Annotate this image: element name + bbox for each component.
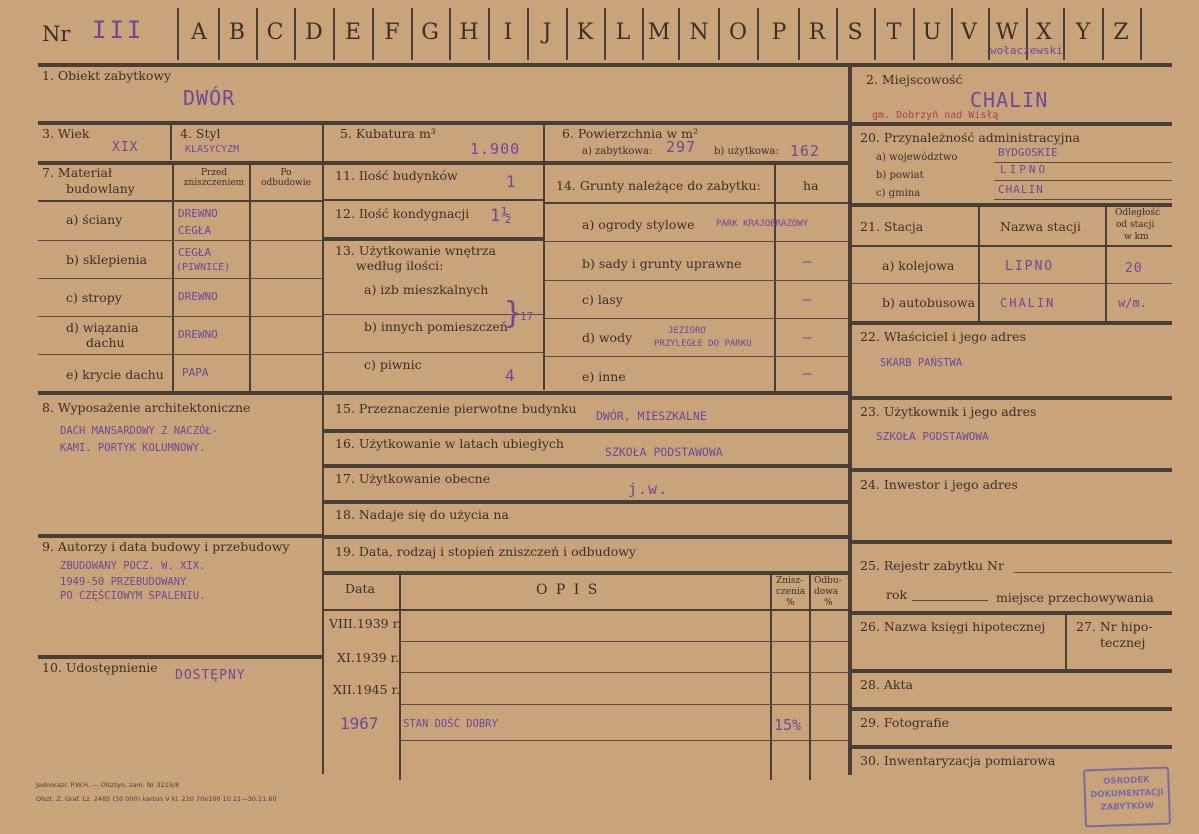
rule-30-top	[852, 745, 1172, 749]
f21-rule-a	[852, 283, 1172, 284]
f20-a-value: BYDGOSKIE	[998, 146, 1058, 159]
f14-rule-b	[545, 280, 848, 281]
f7-div2	[249, 163, 251, 391]
rule-11-12	[324, 199, 543, 201]
archive-stamp	[1083, 767, 1171, 828]
f13-b: b) innych pomieszczeń	[364, 319, 508, 334]
f7-label2: budowlany	[66, 181, 135, 196]
f8-line1: DACH MANSARDOWY Z NACZÓŁ-	[60, 425, 219, 437]
f1-label: 1. Obiekt zabytkowy	[42, 68, 172, 83]
f7-d-label2: dachu	[86, 335, 125, 350]
index-letter-k: K	[576, 20, 594, 45]
f19-div-opis	[770, 573, 772, 780]
rule-26-top	[852, 611, 1172, 615]
f16-value: SZKOŁA PODSTAWOWA	[605, 445, 723, 459]
rule-15-top	[324, 391, 848, 395]
f14-b-ha: —	[803, 254, 813, 270]
f23-label: 23. Użytkownik i jego adres	[860, 404, 1037, 419]
index-letter-i: I	[503, 20, 513, 45]
f20-a-label: a) województwo	[876, 152, 958, 163]
f25-rok: rok	[886, 587, 908, 602]
index-letter-x: X	[1036, 20, 1052, 45]
f25-rok-line	[912, 600, 988, 601]
index-letter-f: F	[384, 20, 400, 45]
f19-rule-4	[399, 740, 848, 741]
index-letter-v: V	[961, 20, 977, 45]
f14-b-label: b) sady i grunty uprawne	[582, 256, 742, 271]
f21-b-name: CHALIN	[1000, 296, 1056, 310]
f14-d-ha: —	[803, 330, 813, 346]
f20-c-line	[994, 199, 1172, 200]
f19-row2-date: XI.1939 r.	[337, 650, 400, 665]
index-letter-l: L	[615, 20, 631, 45]
f27-label2: tecznej	[1100, 635, 1146, 650]
index-divider	[757, 8, 759, 60]
index-letter-m: M	[647, 20, 671, 45]
rule-f10-top	[38, 655, 322, 659]
f2-value: CHALIN	[970, 88, 1049, 112]
f14-label: 14. Grunty należące do zabytku:	[556, 178, 761, 193]
rule-r1	[852, 122, 1172, 126]
f6-b-value: 162	[790, 142, 821, 160]
rule-28-top	[852, 669, 1172, 673]
f19-col-o1: Odbu-	[814, 576, 842, 586]
index-letter-c: C	[266, 20, 284, 45]
f7-b-v1: CEGŁA	[178, 246, 212, 259]
f20-b-line	[994, 180, 1172, 181]
index-letter-g: G	[421, 20, 439, 45]
f26-27-div	[1065, 613, 1067, 669]
f19-head-bottom	[324, 609, 848, 611]
f7-rule-b	[38, 278, 322, 279]
f8-label: 8. Wyposażenie architektoniczne	[42, 400, 251, 415]
f13-brace: }	[504, 296, 523, 331]
f3-value: XIX	[112, 140, 139, 155]
f20-b-value: LIPNO	[1000, 163, 1049, 176]
f19-col-o2: dowa	[814, 587, 839, 597]
f11-value: 1	[506, 172, 517, 191]
f19-col-o3: %	[824, 598, 833, 608]
f16-label: 16. Użytkowanie w latach ubiegłych	[335, 436, 564, 451]
f7-rule-d	[38, 354, 322, 355]
f6-label: 6. Powierzchnia w m²	[562, 126, 699, 141]
f29-label: 29. Fotografie	[860, 715, 950, 730]
f20-b-label: b) powiat	[876, 170, 924, 181]
f23-value: SZKOŁA PODSTAWOWA	[876, 430, 989, 443]
f7-b-v2: (PIWNICE)	[176, 262, 231, 273]
f7-e-label: e) krycie dachu	[66, 367, 164, 382]
f14-unit: ha	[803, 178, 819, 193]
f1-value: DWÓR	[183, 86, 236, 110]
f20-c-value: CHALIN	[998, 183, 1044, 196]
rule-row1	[38, 121, 848, 125]
f13-label2: według ilości:	[356, 258, 444, 273]
f14-e-label: e) inne	[582, 369, 626, 384]
index-letter-s: S	[847, 20, 863, 45]
index-letter-d: D	[305, 20, 323, 45]
f2-label: 2. Miejscowość	[866, 72, 963, 87]
rule-18-top	[324, 500, 848, 504]
f19-row4-z: 15%	[774, 716, 802, 734]
f20-label: 20. Przynależność administracyjna	[860, 130, 1080, 145]
f7-col2: Po odbudowie	[261, 168, 311, 189]
rule-13b	[324, 352, 543, 353]
f19-col-date: Data	[345, 581, 375, 596]
rule-12-13	[324, 237, 543, 241]
f7-b-label: b) sklepienia	[66, 252, 148, 267]
f13-c-value: 4	[505, 366, 516, 385]
f14-rule-a	[545, 241, 848, 242]
rule-21-top	[852, 203, 1172, 207]
f21-label: 21. Stacja	[860, 219, 924, 234]
f19-row1-date: VIII.1939 r.	[329, 616, 402, 631]
rule-24-top	[852, 468, 1172, 472]
f7-e-v1: PAPA	[182, 366, 209, 379]
f10-label: 10. Udostępnienie	[42, 660, 158, 675]
footer-line2: Olszt. Z. Graf. Lz. 2485 (30 000) karton V kl. 220 70x100 10.11—30.11.60	[36, 795, 277, 803]
f14-a-label: a) ogrody stylowe	[582, 217, 695, 232]
f7-d-label1: d) wiązania	[66, 320, 139, 335]
f11-label: 11. Ilość budynków	[335, 168, 458, 183]
nr-label: Nr	[42, 22, 71, 46]
f25-miejsce: miejsce przechowywania	[996, 590, 1154, 605]
index-letter-o: O	[728, 20, 748, 45]
f14-d-value1: JEZIORO	[668, 326, 706, 336]
f17-label: 17. Użytkowanie obecne	[335, 471, 491, 486]
rule-29-top	[852, 707, 1172, 711]
f5-value: 1.900	[470, 140, 521, 158]
index-letter-n: N	[689, 20, 709, 45]
f14-e-ha: —	[803, 366, 813, 382]
f18-label: 18. Nadaje się do użycia na	[335, 507, 509, 522]
index-letter-t: T	[886, 20, 902, 45]
f22-label: 22. Właściciel i jego adres	[860, 329, 1026, 344]
f21-div1	[978, 205, 980, 321]
header-divider	[177, 8, 179, 60]
index-divider	[1140, 8, 1142, 60]
index-letter-e: E	[344, 20, 362, 45]
rule-22-top	[852, 321, 1172, 325]
f6-b-label: b) użytkowa:	[714, 146, 779, 157]
f13-c: c) piwnic	[364, 357, 422, 372]
rule-17-top	[324, 464, 848, 468]
f24-label: 24. Inwestor i jego adres	[860, 477, 1018, 492]
f25-nr-line	[1014, 572, 1172, 573]
stamp-line1: OŚRODEK	[1102, 775, 1150, 787]
f7-a-label: a) ściany	[66, 212, 123, 227]
f19-div-z	[809, 573, 811, 780]
f9-line3: PO CZĘŚCIOWYM SPALENIU.	[60, 590, 206, 602]
nr-value: III	[92, 16, 145, 44]
f7-c-label: c) stropy	[66, 290, 122, 305]
f22-value: SKARB PAŃSTWA	[880, 357, 963, 369]
f19-rule-3	[399, 704, 848, 705]
f7-div1	[172, 163, 174, 391]
index-letter-j: J	[542, 20, 552, 45]
f14-rule-h	[545, 202, 848, 204]
index-letter-u: U	[922, 20, 942, 45]
f7-col1: Przed zniszczeniem	[183, 168, 245, 189]
f13-a: a) izb mieszkalnych	[364, 282, 489, 297]
f7-a-v2: CEGŁA	[178, 224, 212, 237]
f19-row4-opis: STAN DOŚĆ DOBRY	[403, 718, 498, 730]
f7-rule-a	[38, 240, 322, 241]
f25-label: 25. Rejestr zabytku Nr	[860, 558, 1004, 573]
handwritten-header-note: wołaczewski	[990, 44, 1063, 57]
f21-col-d3: w km	[1124, 232, 1149, 242]
index-letter-h: H	[459, 20, 479, 45]
f4-value: KLASYCYZM	[185, 144, 240, 155]
header-rule	[38, 63, 1172, 67]
f13-label1: 13. Użytkowanie wnętrza	[335, 243, 496, 258]
rule-row2	[38, 161, 848, 165]
stamp-line3: ZABYTKÓW	[1100, 801, 1155, 813]
f6-a-label: a) zabytkowa:	[582, 146, 653, 157]
f5-label: 5. Kubatura m³	[340, 126, 436, 141]
rule-23-top	[852, 396, 1172, 400]
f9-line2: 1949-50 PRZEBUDOWANY	[60, 576, 187, 588]
rule-25-top	[852, 540, 1172, 544]
index-letter-r: R	[808, 20, 826, 45]
f21-col-name: Nazwa stacji	[1000, 219, 1081, 234]
f20-c-label: c) gmina	[876, 188, 921, 199]
index-letter-y: Y	[1075, 20, 1091, 45]
f21-b-dist: w/m.	[1118, 296, 1147, 310]
f19-col-opis: O P I S	[536, 582, 600, 598]
f21-col-d1: Odległość	[1115, 208, 1161, 218]
f15-value: DWÓR, MIESZKALNE	[596, 409, 707, 423]
f21-a-label: a) kolejowa	[882, 258, 955, 273]
f2-note: gm. Dobrzyń nad Wisłą	[872, 110, 999, 121]
f19-rule-2	[399, 672, 848, 673]
index-letter-z: Z	[1113, 20, 1129, 45]
f14-c-label: c) lasy	[582, 292, 623, 307]
div-3-4	[170, 124, 172, 160]
f28-label: 28. Akta	[860, 677, 913, 692]
f7-rule-h	[38, 200, 322, 202]
index-divider	[678, 8, 680, 60]
f21-a-dist: 20	[1125, 261, 1143, 276]
f14-d-value2: PRZYLEGŁE DO PARKU	[654, 339, 752, 349]
f19-row4-date: 1967	[340, 714, 379, 733]
f14-rule-d	[545, 356, 848, 357]
f21-a-name: LIPNO	[1005, 259, 1055, 274]
f19-label: 19. Data, rodzaj i stopień zniszczeń i odbudowy	[335, 544, 636, 559]
f30-label: 30. Inwentaryzacja pomiarowa	[860, 753, 1056, 768]
f21-div2	[1105, 205, 1107, 321]
f12-label: 12. Ilość kondygnacji	[335, 206, 470, 221]
rule-f9-top	[38, 534, 322, 538]
f14-d-label: d) wody	[582, 330, 633, 345]
f10-value: DOSTĘPNY	[175, 668, 246, 683]
f8-line2: KAMI. PORTYK KOLUMNOWY.	[60, 442, 206, 454]
f7-d-v1: DREWNO	[178, 328, 218, 341]
f14-rule-c	[545, 318, 848, 319]
f19-div-date	[399, 573, 401, 780]
f19-rule-1	[399, 641, 848, 642]
rule-16-top	[324, 429, 848, 433]
f4-label: 4. Styl	[180, 126, 221, 141]
index-letter-a: A	[191, 20, 207, 45]
left-column-divider	[322, 124, 324, 774]
f19-row3-date: XII.1945 r.	[333, 682, 401, 697]
f21-rule-h	[852, 245, 1172, 247]
f12-value: 1½	[490, 206, 513, 226]
rule-19-top	[324, 535, 848, 539]
f19-col-z1: Znisz-	[776, 576, 804, 586]
f19-col-z3: %	[786, 598, 795, 608]
f9-label: 9. Autorzy i data budowy i przebudowy	[42, 539, 290, 554]
f13-ab-value: 17	[520, 310, 534, 323]
f3-label: 3. Wiek	[42, 126, 90, 141]
f14-c-ha: —	[803, 292, 813, 308]
f7-label1: 7. Materiał	[42, 165, 113, 180]
f21-col-d2: od stacji	[1116, 220, 1155, 230]
f7-c-v1: DREWNO	[178, 290, 218, 303]
f19-col-z2: czenia	[776, 587, 806, 597]
stamp-line2: DOKUMENTACJI	[1090, 787, 1164, 801]
f7-a-v1: DREWNO	[178, 207, 218, 220]
footer-line1: Jednorazr. P.W.H. — Olsztyn, zam. Nr 3215/8	[36, 781, 180, 789]
f15-label: 15. Przeznaczenie pierwotne budynku	[335, 401, 577, 416]
f17-value: j.w.	[628, 480, 669, 498]
index-letter-p: P	[771, 20, 787, 45]
f27-label1: 27. Nr hipo-	[1076, 619, 1153, 634]
f26-label: 26. Nazwa księgi hipotecznej	[860, 619, 1046, 634]
f9-line1: ZBUDOWANY POCZ. W. XIX.	[60, 560, 206, 572]
index-letter-b: B	[228, 20, 246, 45]
f6-a-value: 297	[666, 138, 697, 156]
index-letter-w: W	[995, 20, 1019, 45]
f14-a-value: PARK KRAJOBRAZOWY	[716, 219, 809, 229]
f21-b-label: b) autobusowa	[882, 295, 976, 310]
rule-f8-top	[38, 391, 322, 395]
f7-rule-c	[38, 316, 322, 317]
